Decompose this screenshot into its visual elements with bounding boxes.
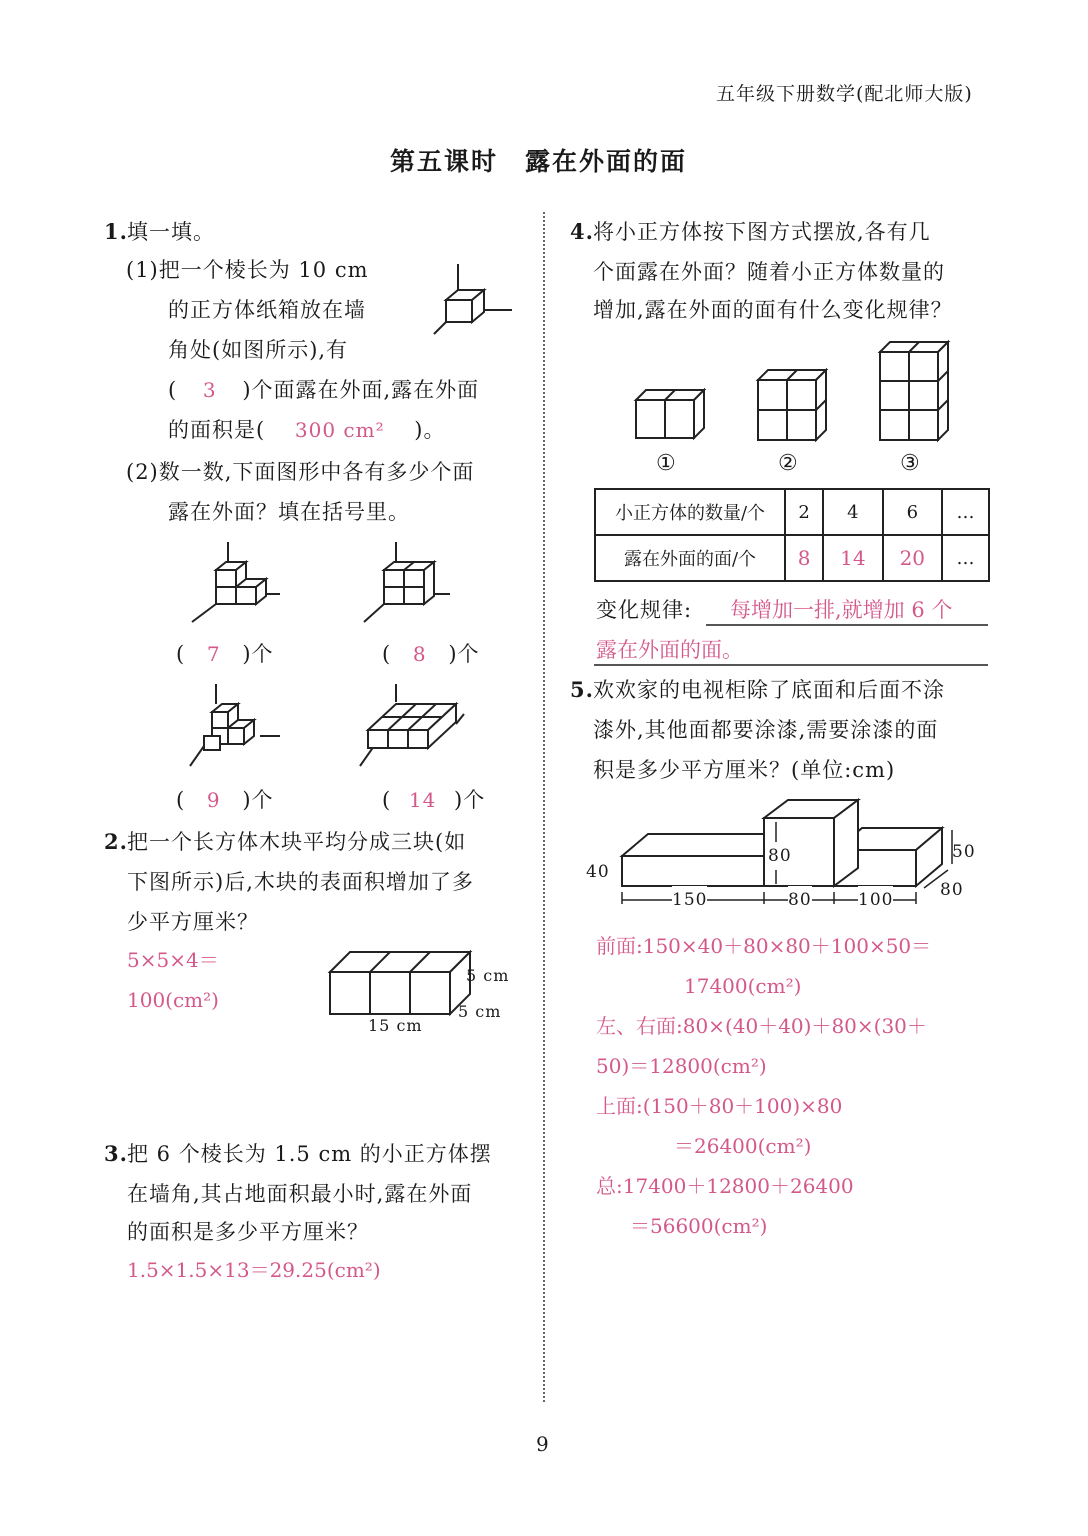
- q4-row1-cell: …: [942, 489, 989, 535]
- q4-line2: 个面露在外面？随着小正方体数量的: [593, 260, 945, 284]
- q4-rule-label: 变化规律:: [596, 598, 693, 622]
- q5-tv-cabinet-figure: [618, 800, 978, 900]
- table-row: [595, 489, 989, 535]
- q1-figure-d: [360, 684, 470, 769]
- q5-dim-h1: 40: [586, 862, 610, 882]
- q4-figure-1: [634, 384, 709, 440]
- q1-figure-b: [362, 542, 462, 622]
- q5-answer-line5: 上面:(150＋80＋100)×80: [596, 1094, 843, 1118]
- q4-rule-underline-2: [594, 664, 988, 666]
- q4-figure-3: [878, 338, 953, 444]
- q4-row2-cell: 14: [823, 535, 882, 581]
- q4-row1-head: 小正方体的数量/个: [595, 489, 785, 535]
- q1-figure-c: [190, 684, 290, 769]
- q4-rule-underline-1: [706, 624, 988, 626]
- q4-figure-2: [756, 366, 831, 442]
- table-row: [595, 535, 989, 581]
- q2-depth-label: 5 cm: [458, 1002, 502, 1021]
- q5-dim-w2: 80: [788, 886, 812, 914]
- q4-rule-answer-1: 每增加一排,就增加 6 个: [730, 598, 953, 622]
- q1-fig-d-open: (: [382, 788, 392, 812]
- column-divider: [543, 212, 545, 1402]
- q4-row2-head: 露在外面的面/个: [595, 535, 785, 581]
- q1-p1-line4: [168, 376, 479, 404]
- q1-number: 1.: [104, 219, 128, 244]
- q2-line3: 少平方厘米？: [127, 910, 259, 934]
- q4-row1-cell: 4: [823, 489, 882, 535]
- q2-answer-line1: 5×5×4＝: [127, 948, 219, 972]
- q1-fig-a-value: 7: [206, 642, 221, 666]
- q1-fig-b-value: 8: [412, 642, 427, 666]
- lesson-title: 第五课时 露在外面的面: [390, 147, 688, 176]
- q4-label-2: ②: [778, 451, 799, 476]
- q5-line2: 漆外,其他面都要涂漆,需要涂漆的面: [593, 718, 939, 742]
- q4-label-1: ①: [656, 451, 677, 476]
- q4-rule-answer-2: 露在外面的面。: [596, 638, 743, 662]
- q1-fig-c-answer: [176, 786, 274, 814]
- q3-answer: 1.5×1.5×13＝29.25(cm²): [127, 1258, 381, 1282]
- q1-p1-line5: [168, 416, 446, 444]
- q5-answer-line6: ＝26400(cm²): [674, 1134, 812, 1158]
- q5-answer-line4: 50)＝12800(cm²): [596, 1054, 767, 1078]
- q2-line1: 把一个长方体木块平均分成三块(如: [127, 830, 467, 854]
- q2-number: 2.: [104, 829, 128, 854]
- q4-row2-cell: 20: [883, 535, 942, 581]
- q1-p1-open-paren: (: [168, 378, 178, 402]
- q5-line1: 欢欢家的电视柜除了底面和后面不涂: [593, 678, 945, 702]
- q1-p1-answer-area: 300 cm²: [294, 418, 385, 442]
- q5-line3: 积是多少平方厘米？(单位:cm): [593, 758, 896, 782]
- q5-number: 5.: [570, 677, 594, 702]
- q1-figure-a: [190, 542, 290, 622]
- q1-fig-a-answer: [176, 640, 274, 668]
- q1-fig-d-answer: [382, 786, 485, 814]
- q1-fig-c-value: 9: [206, 788, 221, 812]
- q4-label-3: ③: [900, 451, 921, 476]
- q4-row2-cell: …: [942, 535, 989, 581]
- q5-dim-depth: 80: [940, 880, 964, 900]
- q4-row2-cell: 8: [785, 535, 823, 581]
- q4-row1-cell: 2: [785, 489, 823, 535]
- q5-dim-h3: 50: [952, 842, 976, 862]
- page-number: 9: [536, 1432, 550, 1456]
- q4-line1: 将小正方体按下图方式摆放,各有几: [593, 220, 931, 244]
- q1-fig-b-close: )个: [448, 642, 480, 666]
- q5-dim-h2: 80: [768, 842, 792, 870]
- q3-line2: 在墙角,其占地面积最小时,露在外面: [127, 1182, 473, 1206]
- q1-p1-answer-count: 3: [202, 378, 217, 402]
- q4-row1-cell: 6: [883, 489, 942, 535]
- q1-p1-line2: 的正方体纸箱放在墙: [168, 298, 366, 322]
- q4-line3: 增加,露在外面的面有什么变化规律？: [593, 298, 953, 322]
- q5-answer-line8: ＝56600(cm²): [630, 1214, 768, 1238]
- q1-p1-line4-rest: )个面露在外面,露在外面: [242, 378, 480, 402]
- q2-width-label: 15 cm: [368, 1016, 423, 1035]
- q1-stem: 填一填。: [127, 220, 215, 244]
- q1-p2-line2: 露在外面？填在括号里。: [168, 500, 410, 524]
- q5-answer-line2: 17400(cm²): [684, 974, 802, 998]
- q2-line2: 下图所示)后,木块的表面积增加了多: [127, 870, 474, 894]
- q5-answer-line1: 前面:150×40＋80×80＋100×50＝: [596, 934, 932, 958]
- q4-number: 4.: [570, 219, 594, 244]
- q1-p1-line5-post: )。: [414, 418, 446, 442]
- q1-fig-d-value: 14: [408, 788, 437, 812]
- q1-p1-line5-pre: 的面积是(: [168, 418, 266, 442]
- q2-height-label: 5 cm: [466, 966, 510, 985]
- q3-line3: 的面积是多少平方厘米？: [127, 1220, 369, 1244]
- q3-line1: 把 6 个棱长为 1.5 cm 的小正方体摆: [127, 1142, 492, 1166]
- q3-number: 3.: [104, 1141, 128, 1166]
- q1-fig-a-close: )个: [242, 642, 274, 666]
- q5-dim-w3: 100: [858, 886, 893, 914]
- q1-fig-a-open: (: [176, 642, 186, 666]
- q5-answer-line3: 左、右面:80×(40＋40)＋80×(30＋: [596, 1014, 927, 1038]
- q1-p1-line1: (1)把一个棱长为 10 cm: [126, 258, 369, 282]
- book-header: 五年级下册数学(配北师大版): [716, 83, 973, 105]
- corner-cube-figure: [432, 264, 512, 334]
- q1-fig-c-close: )个: [242, 788, 274, 812]
- q5-dim-w1: 150: [672, 886, 707, 914]
- q5-answer-line7: 总:17400＋12800＋26400: [596, 1174, 854, 1198]
- q2-answer-line2: 100(cm²): [127, 988, 219, 1012]
- q4-table: [594, 488, 990, 582]
- q1-fig-b-answer: [382, 640, 480, 668]
- q1-fig-d-close: )个: [454, 788, 486, 812]
- q1-p2-line1: (2)数一数,下面图形中各有多少个面: [126, 460, 475, 484]
- q1-fig-c-open: (: [176, 788, 186, 812]
- q1-p1-line3: 角处(如图所示),有: [168, 338, 349, 362]
- q1-fig-b-open: (: [382, 642, 392, 666]
